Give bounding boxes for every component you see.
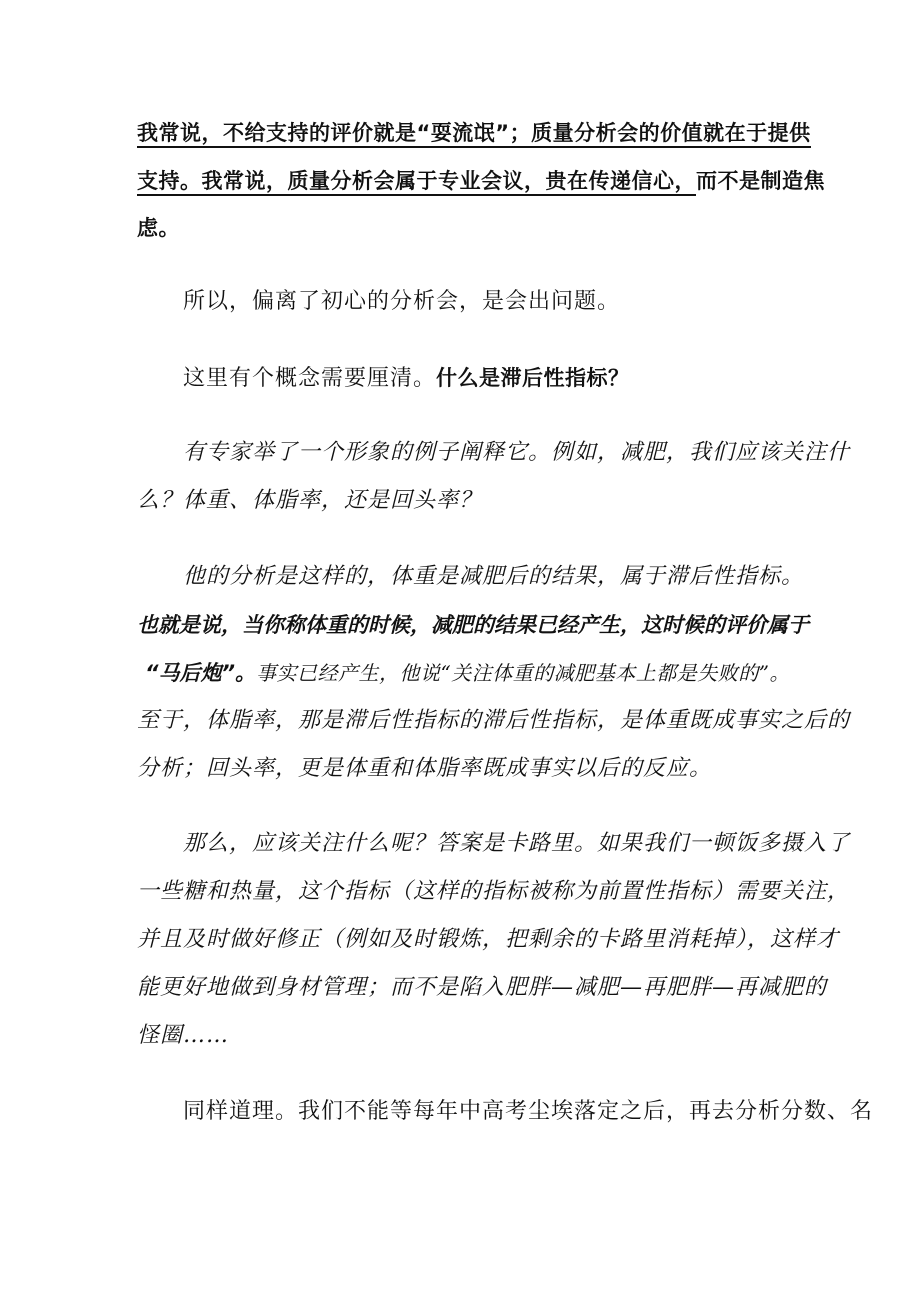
p5-line4 <box>137 705 850 737</box>
p1-line3-text: 虑。 <box>137 216 180 240</box>
p6-line3-text: 并且及时做好修正（例如及时锻炼，把剩余的卡路里消耗掉），这样才 <box>137 927 840 952</box>
p1-line2 <box>137 165 825 197</box>
p4-line1 <box>183 437 850 469</box>
p5-line2 <box>137 609 809 641</box>
p3-line1 <box>183 362 630 395</box>
p5-line5-text: 分析；回头率，更是体重和体脂率既成事实以后的反应。 <box>137 756 713 781</box>
p6-line5 <box>137 1020 229 1052</box>
p3-bold-question: 什么是滞后性指标？ <box>436 366 630 390</box>
p1-line1 <box>137 117 811 149</box>
p7-line1 <box>183 1096 873 1128</box>
p6-line2-text: 一些糖和热量，这个指标（这样的指标被称为前置性指标）需要关注， <box>137 879 851 904</box>
p5-line4-text: 至于，体脂率，那是滞后性指标的滞后性指标，是体重既成事实之后的 <box>137 708 851 733</box>
p1-line2-rest: 而不是制造焦 <box>696 169 825 193</box>
p4-line2 <box>137 485 482 517</box>
p6-line5-text: 怪圈…… <box>137 1023 230 1048</box>
p6-line3 <box>137 924 839 956</box>
p5-line3-quote: “马后炮”。 <box>145 661 257 685</box>
p5-line1 <box>183 561 804 593</box>
p1-line3 <box>137 212 180 244</box>
p7-line1-text: 同样道理。我们不能等每年中高考尘埃落定之后，再去分析分数、名 <box>183 1099 874 1124</box>
p6-line4-text: 能更好地做到身材管理；而不是陷入肥胖—减肥—再肥胖—再减肥的 <box>137 975 828 1000</box>
p5-line2-text: 也就是说，当你称体重的时候，减肥的结果已经产生，这时候的评价属于 <box>137 613 809 637</box>
p2-line1 <box>183 286 620 318</box>
p2-line1-text: 所以，偏离了初心的分析会，是会出问题。 <box>183 289 621 314</box>
p5-line1-text: 他的分析是这样的，体重是减肥后的结果，属于滞后性指标。 <box>183 564 805 589</box>
p3-normal-text: 这里有个概念需要厘清。 <box>183 366 437 391</box>
p4-line1-text: 有专家举了一个形象的例子阐释它。例如，减肥，我们应该关注什 <box>183 440 851 465</box>
p6-line1-text: 那么，应该关注什么呢？答案是卡路里。如果我们一顿饭多摄入了 <box>183 831 851 856</box>
p6-line4 <box>137 972 827 1004</box>
p5-line5 <box>137 753 712 785</box>
p1-line1-text: 我常说，不给支持的评价就是“耍流氓”；质量分析会的价值就在于提供 <box>137 121 811 148</box>
p1-line2-underlined: 支持。我常说，质量分析会属于专业会议，贵在传递信心， <box>137 169 696 196</box>
p6-line1 <box>183 828 850 860</box>
p4-line2-text: 么？体重、体脂率，还是回头率？ <box>137 488 483 513</box>
p5-line3 <box>145 657 790 689</box>
p6-line2 <box>137 876 850 908</box>
p5-line3-text: 事实已经产生，他说“关注体重的减肥基本上都是失败的”。 <box>256 661 791 685</box>
